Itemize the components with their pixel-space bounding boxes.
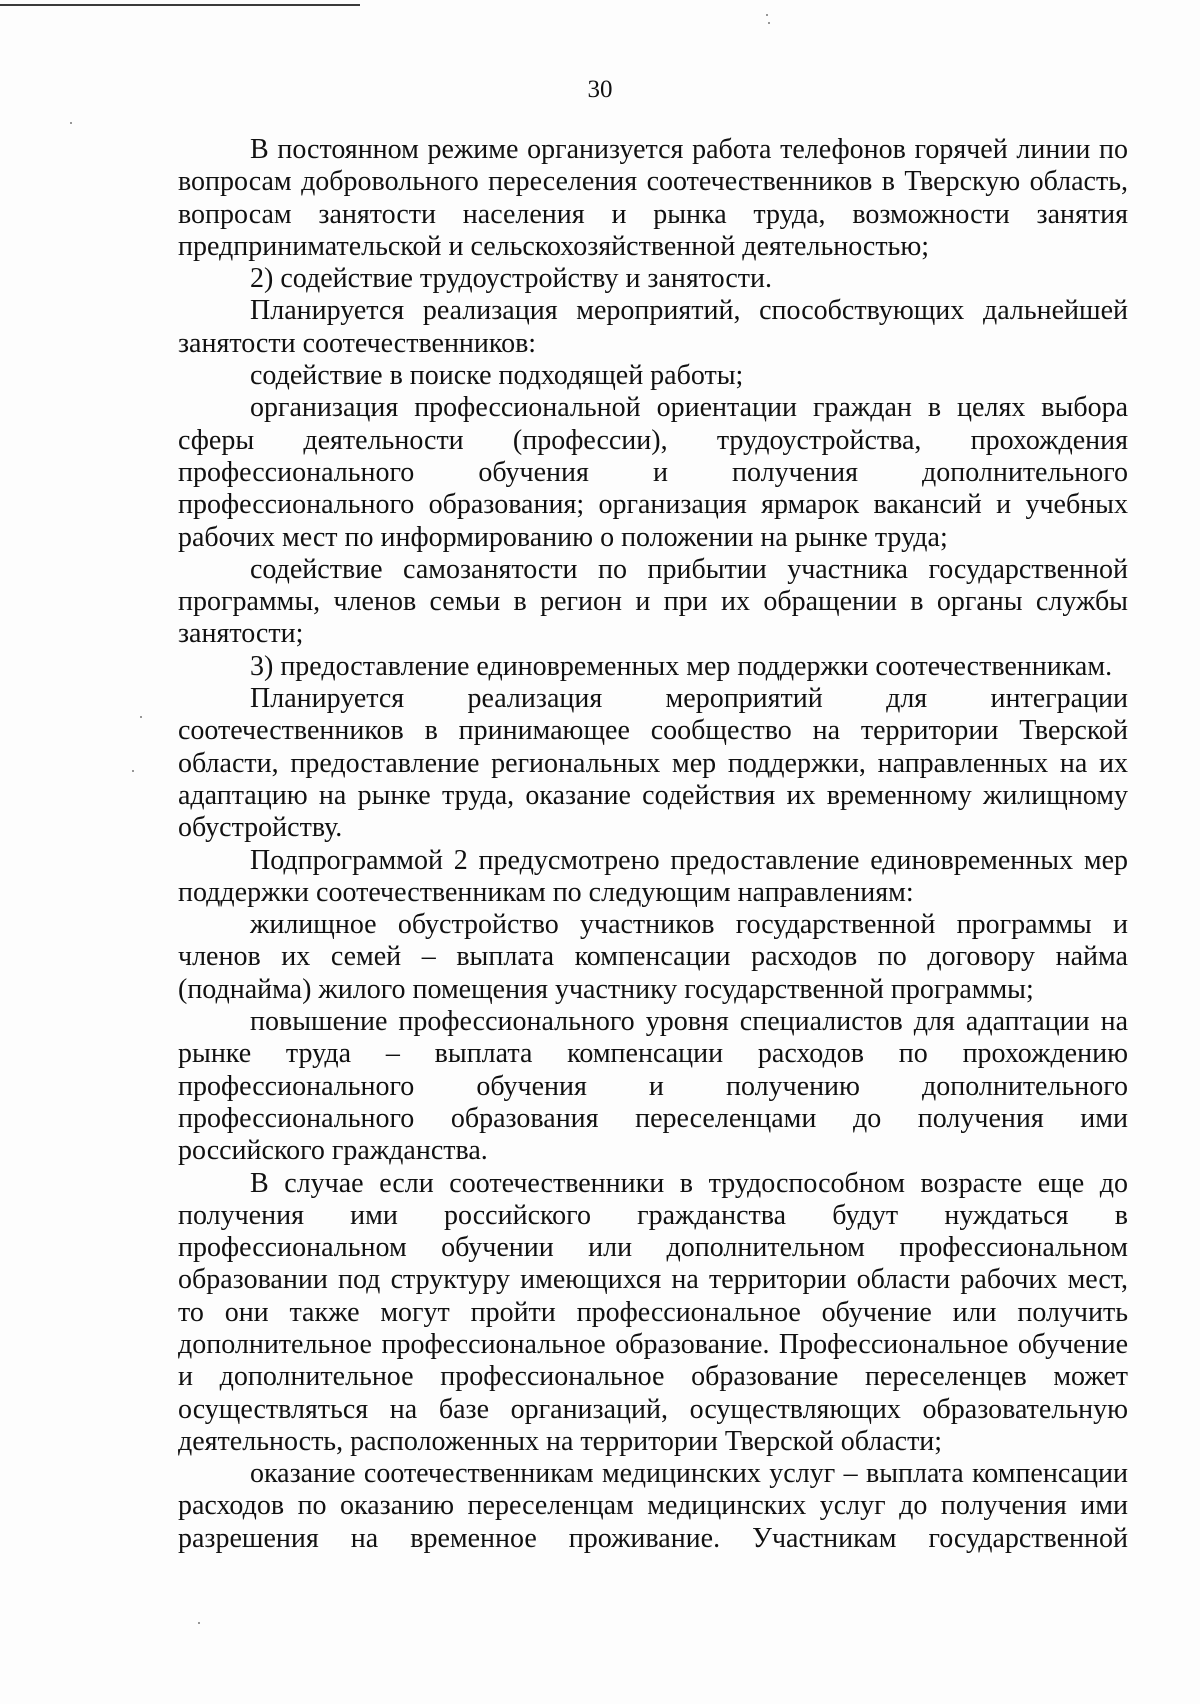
- paragraph-employment-heading: 2) содействие трудоустройству и занятости.: [250, 263, 772, 295]
- page-number: 30: [587, 76, 613, 103]
- paragraph-qualification: повышение профессионального уровня специалистов для адаптации на рынке труда – выплата компенсации расходов по прохождению профессионального обучения и получению дополнительного профессионального образования переселенцами до получения ими российского гражданства.: [178, 1006, 1128, 1167]
- paragraph-subprogram-2: Подпрограммой 2 предусмотрено предоставление единовременных мер поддержки соотечественникам по следующим направлениям:: [178, 844, 1128, 908]
- paragraph-career-guidance: организация профессиональной ориентации граждан в целях выбора сферы деятельности (профессии), трудоустройства, прохождения профессионального обучения и получения дополнительного профессионального образования; организация ярмарок вакансий и учебных рабочих мест по информированию о положении на рынке труда;: [178, 392, 1128, 553]
- paragraph-job-search: содействие в поиске подходящей работы;: [250, 360, 744, 392]
- paragraph-medical: оказание соотечественникам медицинских услуг – выплата компенсации расходов по оказанию переселенцам медицинских услуг до получения ими разрешения на временное проживание. Участникам государственной: [178, 1458, 1128, 1554]
- paragraph-support-heading: 3) предоставление единовременных мер поддержки соотечественникам.: [250, 650, 1113, 682]
- paragraph-training: В случае если соотечественники в трудоспособном возрасте еще до получения ими российского гражданства будут нуждаться в профессиональном обучении или дополнительном профессиональном образовании под структуру имеющихся на территории области рабочих мест, то они также могут пройти профессиональное обучение или получить дополнительное профессиональное образование. Профессиональное обучение и дополнительное профессиональное образование переселенцев может осуществляться на базе организаций, осуществляющих образовательную деятельность, расположенных на территории Тверской области;: [178, 1167, 1128, 1457]
- scan-edge-line: [0, 4, 360, 6]
- document-body: [178, 134, 1128, 1555]
- paragraph-housing: жилищное обустройство участников государственной программы и членов их семей – выплата компенсации расходов по договору найма (поднайма) жилого помещения участнику государственной программы;: [178, 909, 1128, 1005]
- paragraph-integration: Планируется реализация мероприятий для интеграции соотечественников в принимающее сообщество на территории Тверской области, предоставление региональных мер поддержки, направленных на их адаптацию на рынке труда, оказание содействия их временному жилищному обустройству.: [178, 683, 1128, 844]
- paragraph-employment-intro: Планируется реализация мероприятий, способствующих дальнейшей занятости соотечественников:: [178, 295, 1128, 359]
- paragraph-hotline: В постоянном режиме организуется работа телефонов горячей линии по вопросам добровольного переселения соотечественников в Тверскую область, вопросам занятости населения и рынка труда, возможности занятия предпринимательской и сельскохозяйственной деятельностью;: [178, 134, 1128, 262]
- paragraph-self-employment: содействие самозанятости по прибытии участника государственной программы, членов семьи в регион и при их обращении в органы службы занятости;: [178, 553, 1128, 650]
